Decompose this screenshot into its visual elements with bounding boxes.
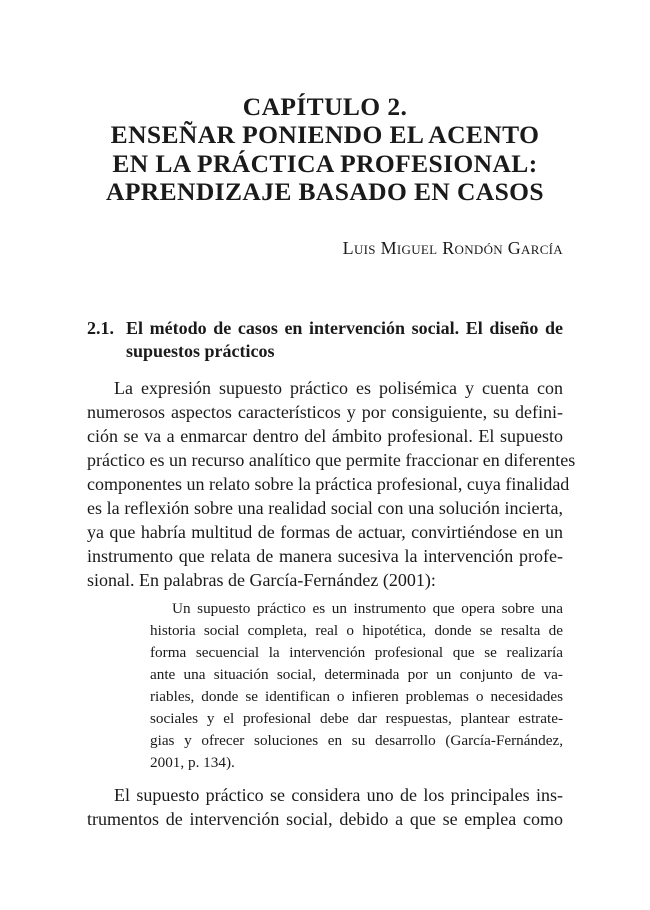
paragraph-1-line: componentes un relato sobre la práctica profesional, cuya finalidad: [87, 474, 570, 494]
paragraph-1-line: ya que habría multitud de formas de actuar, convirtiéndose en un: [87, 522, 563, 542]
paragraph-1-line: ción se va a enmarcar dentro del ámbito profesional. El supuesto: [87, 426, 563, 446]
paragraph-1-line: es la reflexión sobre una realidad social con una solución incierta,: [87, 498, 563, 518]
paragraph-1-line: numerosos aspectos característicos y por consiguiente, su defini-: [87, 402, 563, 422]
block-quote-line: forma secuencial la intervención profesional que se realizaría: [150, 644, 563, 661]
chapter-heading-line-3: EN LA PRÁCTICA PROFESIONAL:: [112, 149, 538, 178]
block-quote-line: sociales y el profesional debe dar respuestas, plantear estrate-: [150, 710, 563, 727]
block-quote-line: gias y ofrecer soluciones en su desarrollo (García-Fernández,: [150, 732, 563, 749]
block-quote-line: riables, donde se identifican o infieren problemas o necesidades: [150, 688, 563, 705]
author-name: Luis Miguel Rondón García: [342, 238, 563, 258]
block-quote-line: ante una situación social, determinada por un conjunto de va-: [150, 666, 563, 683]
paragraph-2-line: El supuesto práctico se considera uno de los principales ins-: [114, 785, 563, 805]
paragraph-1-line: La expresión supuesto práctico es polisémica y cuenta con: [114, 378, 563, 398]
block-quote-line: 2001, p. 134).: [150, 754, 235, 771]
section-number: 2.1.: [87, 318, 114, 338]
section-title-line-2: supuestos prácticos: [126, 341, 275, 361]
paragraph-1-line: práctico es un recurso analítico que permite fraccionar en diferentes: [87, 450, 576, 470]
chapter-heading-line-2: ENSEÑAR PONIENDO EL ACENTO: [110, 120, 540, 149]
section-title-line-1: El método de casos en intervención social. El diseño de: [126, 318, 563, 338]
paragraph-1-line: sional. En palabras de García-Fernández (2001):: [87, 570, 436, 590]
chapter-heading-line-1: CAPÍTULO 2.: [242, 92, 408, 121]
chapter-heading-line-4: APRENDIZAJE BASADO EN CASOS: [106, 177, 544, 206]
paragraph-2-line: trumentos de intervención social, debido a que se emplea como: [87, 809, 563, 829]
paragraph-1-line: instrumento que relata de manera sucesiva la intervención profe-: [87, 546, 563, 566]
block-quote-line: historia social completa, real o hipotética, donde se resalta de: [150, 622, 563, 639]
block-quote-line: Un supuesto práctico es un instrumento que opera sobre una: [172, 600, 563, 617]
